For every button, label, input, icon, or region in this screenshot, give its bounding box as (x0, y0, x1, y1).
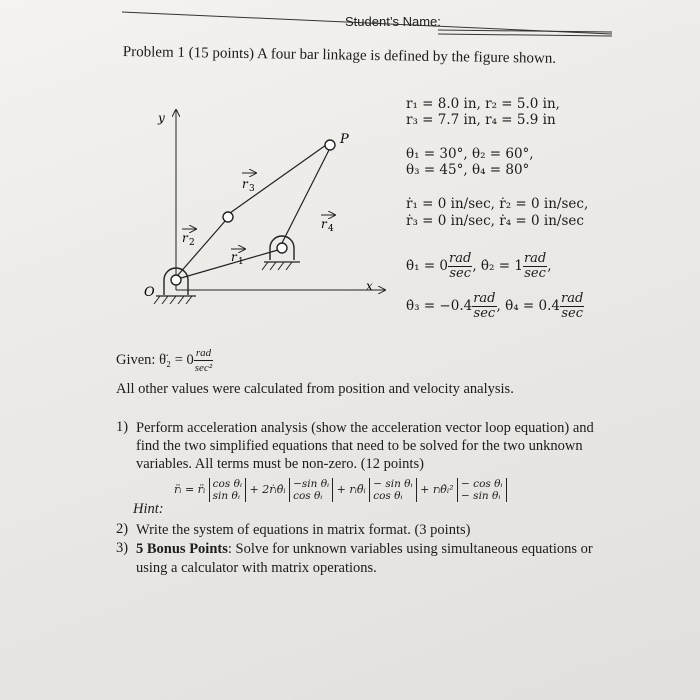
item-1-number: 1) (116, 419, 129, 435)
svg-text:r: r (242, 177, 248, 191)
rdot-line-1: ṙ₁ = 0 in/sec, ṙ₂ = 0 in/sec, (406, 196, 589, 212)
rdot-line-2: ṙ₃ = 0 in/sec, ṙ₄ = 0 in/sec (406, 213, 584, 229)
x-axis-label: x (366, 279, 373, 293)
r2-label (182, 229, 196, 248)
lengths-line-1: r₁ = 8.0 in, r₂ = 5.0 in, (406, 96, 560, 112)
item-3-line-2: using a calculator with matrix operations. (136, 560, 377, 576)
joint-p (325, 140, 335, 150)
problem-title: Problem 1 (15 points) A four bar linkage is defined by the figure shown. (122, 44, 557, 67)
svg-text:r: r (231, 250, 237, 264)
given-note: All other values were calculated from position and velocity analysis. (116, 381, 514, 397)
thetadot-line-2: θ̇₃ = −0.4 $\frac{\text{rad}}{\sec}$ , θ̇₄ = 0.4 $\frac{\text{rad}}{\sec}$ (406, 291, 584, 321)
ground-pivot-o (154, 268, 196, 304)
bonus-label: 5 Bonus Points (136, 541, 228, 557)
item-3-number: 3) (116, 540, 129, 556)
svg-text:4: 4 (328, 224, 334, 234)
hint-label: Hint: (133, 501, 164, 517)
item-1-line-2: find the two simplified equations that need to be solved for the two unknown (136, 438, 583, 454)
svg-text:r: r (321, 217, 327, 231)
item-2-number: 2) (116, 521, 129, 537)
item-2-text: Write the system of equations in matrix format. (3 points) (136, 522, 471, 538)
linkage-figure (130, 100, 400, 325)
item-1-line-1: Perform acceleration analysis (show the acceleration vector loop equation) and (136, 420, 594, 436)
svg-text:2: 2 (189, 238, 195, 248)
svg-text:r: r (182, 231, 188, 245)
given-line: Given: θ̈₂ = 0 $\frac{\text{rad}}{\text{sec²}}$ (116, 347, 213, 374)
hint-formula: r̈ᵢ = r̈ᵢ cos θᵢ sin θᵢ + 2ṙᵢθ̇ᵢ −sin θᵢ cos θᵢ + rᵢθ̈ᵢ − sin θᵢ cos θᵢ + rᵢθ̇ᵢ² − cos θᵢ − sin θᵢ (174, 478, 507, 502)
r1-label (231, 249, 245, 267)
r3-label (242, 173, 256, 194)
y-axis-label: y (158, 111, 165, 125)
joint-r2-r3 (223, 212, 233, 222)
item-3-line-1: 5 Bonus Points: Solve for unknown variables using simultaneous equations or (136, 541, 593, 557)
angles-line-1: θ₁ = 30°, θ₂ = 60°, (406, 146, 534, 162)
svg-text:3: 3 (249, 184, 255, 194)
r4-label (321, 215, 335, 234)
student-name-field[interactable] (440, 22, 610, 36)
student-name-label: Student’s Name: (345, 14, 441, 29)
thetadot-line-1: θ̇₁ = 0 $\frac{\text{rad}}{\sec}$ , θ̇₂ = 1 $\frac{\text{rad}}{\sec}$ , (406, 251, 552, 281)
origin-label: O (144, 285, 155, 300)
lengths-line-2: r₃ = 7.7 in, r₄ = 5.9 in (406, 112, 556, 128)
point-p-label: P (340, 132, 349, 147)
svg-text:1: 1 (238, 257, 244, 267)
item-1-line-3: variables. All terms must be non-zero. (12 points) (136, 456, 424, 472)
angles-line-2: θ₃ = 45°, θ₄ = 80° (406, 162, 530, 178)
